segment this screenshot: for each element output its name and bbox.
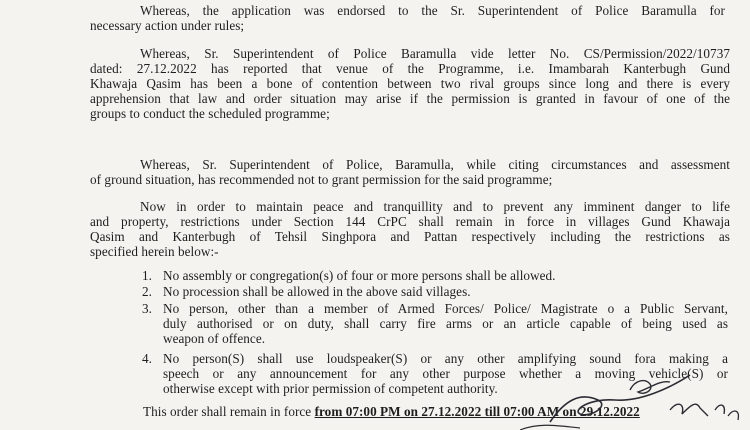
text-line: duly authorised or on duty, shall carry fire arms or an article capable of being used as	[163, 316, 728, 331]
text-line: apprehension that law and order situation may arise if the permission is granted in favour of one of the	[90, 91, 730, 106]
text-line: No person, other than a member of Armed Forces/ Police/ Magistrate o a Public Servant,	[163, 301, 728, 316]
text-line: and property, restrictions under Section 144 CrPC shall remain in force in villages Gund Khawaja	[90, 214, 730, 229]
text-line: Whereas, Sr. Superintendent of Police Baramulla vide letter No. CS/Permission/2022/10737	[140, 46, 730, 61]
text-line: otherwise except with prior permission of competent authority.	[163, 381, 498, 396]
text-line: necessary action under rules;	[90, 18, 245, 33]
list-number: 1.	[142, 268, 152, 283]
list-number: 4.	[142, 351, 152, 366]
text-line: No assembly or congregation(s) of four or more persons shall be allowed.	[163, 268, 556, 283]
text-line: weapon of offence.	[163, 331, 266, 346]
order-period: from 07:00 PM on 27.12.2022 till 07:00 AM on 29.12.2022	[314, 404, 640, 419]
list-number: 2.	[142, 284, 152, 299]
text-line: Whereas, the application was endorsed to the Sr. Superintendent of Police Baramulla for	[140, 3, 725, 18]
text-line: Khawaja Qasim has been a bone of contention between two rival groups since long and there is every	[90, 76, 730, 91]
order-prefix: This order shall remain in force	[143, 404, 315, 419]
text-line: Qasim and Kanterbugh of Tehsil Singhpora and Pattan respectively including the restrictions as	[90, 229, 730, 244]
handwritten-signature	[520, 370, 750, 430]
text-line: speech or any announcement for any other purpose whether a moving vehicle(S) or	[163, 366, 728, 381]
text-line: dated: 27.12.2022 has reported that venue of the Programme, i.e. Imambarah Kanterbugh Gund	[90, 61, 730, 76]
text-line: specified herein below:-	[90, 244, 219, 259]
text-line: Whereas, Sr. Superintendent of Police, Baramulla, while citing circumstances and assessment	[140, 157, 730, 172]
text-line: Now in order to maintain peace and tranquillity and to prevent any imminent danger to life	[140, 199, 730, 214]
text-line: No procession shall be allowed in the above said villages.	[163, 284, 471, 299]
list-number: 3.	[142, 301, 152, 316]
text-line: No person(S) shall use loudspeaker(S) or any other amplifying sound fora making a	[163, 351, 728, 366]
text-line: of ground situation, has recommended not to grant permission for the said programme;	[90, 172, 553, 187]
text-line: groups to conduct the scheduled programme;	[90, 106, 330, 121]
